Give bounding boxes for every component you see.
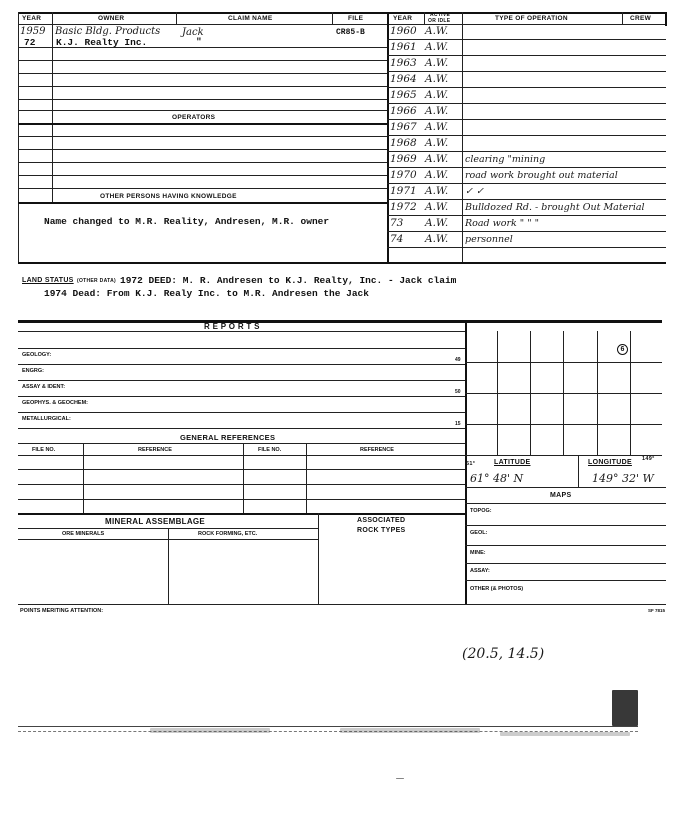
associated-rock-types-1: ASSOCIATED — [357, 517, 406, 524]
report-engrg: ENGRG: — [22, 368, 44, 374]
latitude-label: LATITUDE — [494, 459, 531, 466]
operation-status: A.W. — [425, 233, 449, 245]
header-year-2: YEAR — [393, 15, 413, 22]
operation-type: ✓ ✓ — [465, 186, 484, 197]
points-meriting-attention: POINTS MERITING ATTENTION: — [20, 608, 104, 614]
operation-year: 1966 — [390, 105, 417, 117]
handwritten-note: (20.5, 14.5) — [462, 646, 545, 662]
header-or-idle: OR IDLE — [428, 18, 451, 24]
latitude-value: 61° 48' N — [470, 472, 524, 485]
genref-reference-1: REFERENCE — [138, 447, 172, 453]
header-year: YEAR — [22, 15, 42, 22]
owner-row-2-owner: K.J. Realty Inc. — [56, 37, 148, 48]
maps-mine: MINE: — [470, 550, 486, 556]
operation-year: 1972 — [390, 201, 417, 213]
report-metallurgical: METALLURGICAL: — [22, 416, 71, 422]
owner-row-2-claim: " — [196, 36, 202, 47]
genref-reference-2: REFERENCE — [360, 447, 394, 453]
report-geophys: GEOPHYS. & GEOCHEM: — [22, 400, 89, 406]
header-claim-name: CLAIM NAME — [228, 15, 273, 22]
operation-type: clearing "mining — [465, 154, 546, 165]
longitude-label: LONGITUDE — [588, 459, 632, 466]
header-crew: CREW — [630, 15, 652, 22]
report-metallurgical-num: 15 — [455, 421, 461, 427]
operation-status: A.W. — [425, 41, 449, 53]
operation-year: 1967 — [390, 121, 417, 133]
maps-topog: TOPOG: — [470, 508, 492, 514]
report-assay: ASSAY & IDENT: — [22, 384, 66, 390]
owner-row-2-year: 72 — [24, 37, 36, 48]
report-assay-num: 50 — [455, 389, 461, 395]
operation-status: A.W. — [425, 185, 449, 197]
ore-minerals-header: ORE MINERALS — [62, 531, 105, 537]
lon-prefix: 149° — [642, 456, 655, 462]
operation-type: Bulldozed Rd. - brought Out Material — [465, 202, 645, 213]
report-geology-num: 49 — [455, 357, 461, 363]
operation-year: 73 — [390, 217, 404, 229]
owner-row-1-file: CR85-B — [336, 28, 365, 37]
maps-geol: GEOL: — [470, 530, 488, 536]
lat-prefix: 61° — [466, 461, 476, 467]
land-status-line-1: 1972 DEED: M. R. Andresen to K.J. Realty, Inc. - Jack claim — [120, 275, 457, 286]
form-number: SF 7815 — [648, 608, 666, 613]
longitude-value: 149° 32' W — [592, 472, 654, 485]
operation-year: 74 — [390, 233, 404, 245]
other-persons-label: OTHER PERSONS HAVING KNOWLEDGE — [100, 193, 237, 200]
other-persons-text: Name changed to M.R. Reality, Andresen, M.R. owner — [44, 216, 330, 227]
header-active: ACTIVE — [430, 12, 451, 18]
operation-year: 1960 — [390, 25, 417, 37]
header-owner: OWNER — [98, 15, 125, 22]
maps-other: OTHER (& PHOTOS) — [470, 586, 524, 592]
operation-status: A.W. — [425, 25, 449, 37]
operation-year: 1961 — [390, 41, 417, 53]
report-geology: GEOLOGY: — [22, 352, 52, 358]
operation-type: road work brought out material — [465, 170, 618, 181]
operation-year: 1969 — [390, 153, 417, 165]
operation-year: 1965 — [390, 89, 417, 101]
operation-type: Road work " " " — [465, 218, 539, 229]
operators-label: OPERATORS — [172, 114, 216, 121]
header-type-of-operation: TYPE OF OPERATION — [495, 15, 568, 22]
operation-status: A.W. — [425, 89, 449, 101]
operation-status: A.W. — [425, 121, 449, 133]
operation-status: A.W. — [425, 105, 449, 117]
operation-type: personnel — [465, 234, 513, 245]
rock-forming-header: ROCK FORMING, ETC. — [198, 531, 258, 537]
operation-status: A.W. — [425, 169, 449, 181]
owner-row-1-owner: Basic Bldg. Products — [55, 26, 161, 37]
grid-marker-6: 6 — [617, 344, 628, 355]
header-file: FILE — [348, 15, 364, 22]
operation-year: 1964 — [390, 73, 417, 85]
operation-status: A.W. — [425, 73, 449, 85]
genref-file-no-1: FILE NO. — [32, 447, 56, 453]
operation-year: 1970 — [390, 169, 417, 181]
land-status-sublabel: (OTHER DATA) — [77, 278, 116, 284]
operation-year: 1968 — [390, 137, 417, 149]
owner-row-1-year: 1959 — [20, 26, 46, 37]
operation-status: A.W. — [425, 217, 449, 229]
maps-assay: ASSAY: — [470, 568, 490, 574]
maps-title: MAPS — [550, 492, 572, 499]
mineral-assemblage-title: MINERAL ASSEMBLAGE — [105, 517, 206, 526]
operation-year: 1963 — [390, 57, 417, 69]
operation-status: A.W. — [425, 57, 449, 69]
operation-status: A.W. — [425, 201, 449, 213]
general-references-title: GENERAL REFERENCES — [180, 433, 276, 442]
associated-rock-types-2: ROCK TYPES — [357, 527, 406, 534]
land-status-line-2: 1974 Dead: From K.J. Realy Inc. to M.R. Andresen the Jack — [44, 288, 369, 299]
reports-title: R E P O R T S — [204, 322, 260, 331]
operation-status: A.W. — [425, 137, 449, 149]
genref-file-no-2: FILE NO. — [258, 447, 282, 453]
land-status-label: LAND STATUS — [22, 277, 74, 284]
operation-status: A.W. — [425, 153, 449, 165]
owner-row-1-claim: Jack — [182, 27, 204, 38]
operation-year: 1971 — [390, 185, 417, 197]
